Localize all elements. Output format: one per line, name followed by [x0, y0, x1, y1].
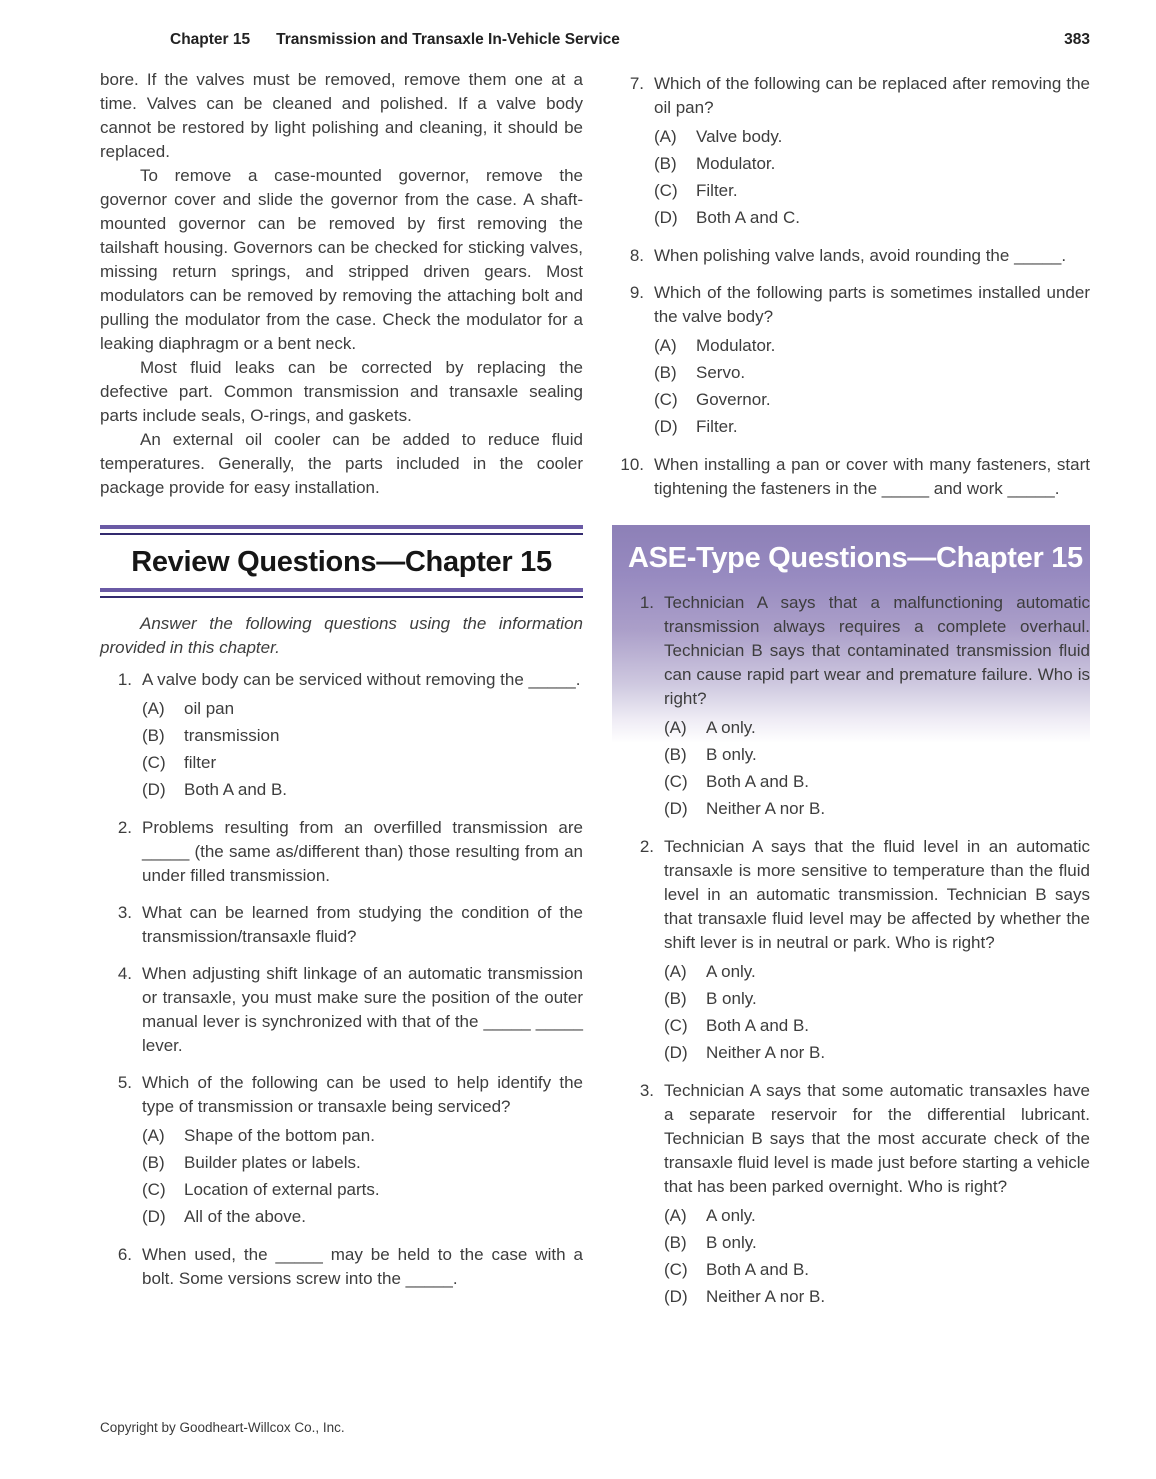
answer-option [664, 741, 1090, 768]
option-text: Neither A nor B. [706, 1043, 826, 1062]
option-label: (A) [142, 699, 165, 718]
answer-option [664, 795, 1090, 822]
body-paragraphs [100, 68, 583, 500]
question [612, 244, 1090, 268]
option-label: (B) [142, 1153, 165, 1172]
option-text: Both A and B. [706, 1016, 810, 1035]
option-label: (D) [654, 417, 678, 436]
answer-option [664, 958, 1090, 985]
question-number: 4. [117, 964, 132, 983]
question-text: When polishing valve lands, avoid rounding the _____. [654, 246, 1067, 265]
question-text: Problems resulting from an overfilled transmission are _____ (the same as/different than) those resulting from an under filled transmission. [142, 818, 583, 885]
answer-option [664, 1039, 1090, 1066]
option-label: (A) [142, 1126, 165, 1145]
question-body [654, 72, 1090, 231]
option-label: (B) [654, 363, 677, 382]
left-column [100, 68, 583, 1304]
option-text: All of the above. [184, 1207, 306, 1226]
option-text: Both A and B. [706, 1260, 810, 1279]
answer-option [664, 1256, 1090, 1283]
question [100, 901, 583, 949]
option-text: Servo. [696, 363, 746, 382]
question-number: 9. [629, 283, 644, 302]
page-number: 383 [1064, 31, 1090, 48]
question [100, 1243, 583, 1291]
question-body [654, 453, 1090, 501]
question-number: 2. [117, 818, 132, 837]
question [612, 281, 1090, 440]
answer-options [142, 1122, 583, 1230]
chapter-label: Chapter 15 [170, 31, 251, 48]
question-number: 1. [117, 670, 132, 689]
answer-options [142, 695, 583, 803]
answer-option [654, 204, 1090, 231]
option-text: transmission [184, 726, 280, 745]
question-number: 8. [629, 246, 644, 265]
right-column [612, 68, 1090, 1323]
copyright-notice: Copyright by Goodheart-Willcox Co., Inc. [100, 1420, 345, 1435]
answer-option [142, 695, 583, 722]
question [100, 1071, 583, 1230]
option-label: (D) [142, 1207, 166, 1226]
option-text: Shape of the bottom pan. [184, 1126, 375, 1145]
answer-option [664, 985, 1090, 1012]
question-body [664, 1079, 1090, 1310]
option-label: (C) [142, 1180, 166, 1199]
option-label: (D) [142, 780, 166, 799]
answer-option [654, 177, 1090, 204]
option-label: (B) [142, 726, 165, 745]
question-body [142, 1243, 583, 1291]
answer-option [664, 1012, 1090, 1039]
option-label: (B) [664, 1233, 687, 1252]
option-text: B only. [706, 989, 757, 1008]
option-text: Modulator. [696, 336, 776, 355]
option-label: (C) [142, 753, 166, 772]
question-body [654, 244, 1090, 268]
question-text: Which of the following parts is sometimes installed under the valve body? [654, 283, 1090, 326]
question-number: 2. [639, 837, 654, 856]
option-text: Location of external parts. [184, 1180, 380, 1199]
option-label: (A) [664, 962, 687, 981]
question-text: When used, the _____ may be held to the case with a bolt. Some versions screw into the _____. [142, 1245, 583, 1288]
question-body [142, 1071, 583, 1230]
question-body [142, 962, 583, 1058]
answer-option [142, 722, 583, 749]
decorative-rule-thin [100, 596, 583, 598]
question-body [142, 668, 583, 803]
question-number: 10. [620, 455, 644, 474]
question-text: A valve body can be serviced without removing the _____. [142, 670, 581, 689]
option-label: (D) [654, 208, 678, 227]
option-text: Governor. [696, 390, 771, 409]
question [100, 962, 583, 1058]
answer-option [654, 359, 1090, 386]
question-number: 3. [117, 903, 132, 922]
answer-option [664, 1229, 1090, 1256]
answer-option [142, 776, 583, 803]
option-text: filter [184, 753, 217, 772]
answer-options [654, 123, 1090, 231]
answer-options [654, 332, 1090, 440]
question [612, 72, 1090, 231]
question-text: When installing a pan or cover with many fasteners, start tightening the fasteners in the _____ and work _____. [654, 455, 1090, 498]
option-text: Builder plates or labels. [184, 1153, 361, 1172]
answer-options [664, 958, 1090, 1066]
option-label: (D) [664, 799, 688, 818]
question-body [664, 591, 1090, 822]
question [612, 835, 1090, 1066]
option-text: oil pan [184, 699, 235, 718]
option-text: A only. [706, 962, 756, 981]
answer-option [664, 714, 1090, 741]
question [612, 591, 1090, 822]
option-label: (D) [664, 1043, 688, 1062]
answer-option [654, 386, 1090, 413]
option-label: (A) [664, 1206, 687, 1225]
review-intro: Answer the following questions using the information provided in this chapter. [100, 614, 583, 657]
answer-option [664, 1202, 1090, 1229]
decorative-rule-thin [100, 533, 583, 535]
answer-option [142, 749, 583, 776]
review-questions-7-10 [612, 72, 1090, 501]
question [612, 1079, 1090, 1310]
ase-questions-panel [612, 525, 1090, 1310]
option-label: (C) [654, 390, 678, 409]
answer-option [654, 150, 1090, 177]
option-label: (B) [664, 989, 687, 1008]
review-questions-heading-block [100, 525, 583, 598]
answer-options [664, 714, 1090, 822]
option-label: (C) [664, 1260, 688, 1279]
option-text: A only. [706, 718, 756, 737]
body-paragraph: To remove a case-mounted governor, remove the governor cover and slide the governor from the case. A shaft-mounted governor can be removed by first removing the tailshaft housing. Governors can be checked for sticking valves, missing return springs, and stripped driven gears. Most modulators can be removed by removing the attaching bolt and pulling the modulator from the case. Check the modulator for a leaking diaphragm or a bent neck. [100, 166, 583, 353]
answer-option [664, 768, 1090, 795]
chapter-title: Transmission and Transaxle In-Vehicle Service [276, 31, 620, 48]
option-text: B only. [706, 745, 757, 764]
answer-option [654, 413, 1090, 440]
question-text: When adjusting shift linkage of an automatic transmission or transaxle, you must make sure the position of the outer manual lever is synchronized with that of the _____ _____ lever. [142, 964, 583, 1055]
question-body [142, 901, 583, 949]
option-text: A only. [706, 1206, 756, 1225]
answer-option [654, 123, 1090, 150]
answer-option [142, 1149, 583, 1176]
option-text: Both A and C. [696, 208, 800, 227]
question-number: 5. [117, 1073, 132, 1092]
option-text: Both A and B. [184, 780, 288, 799]
option-text: Valve body. [696, 127, 783, 146]
option-text: Neither A nor B. [706, 1287, 826, 1306]
body-paragraph: Most fluid leaks can be corrected by replacing the defective part. Common transmission and transaxle sealing parts include seals, O-rings, and gaskets. [100, 358, 583, 425]
option-text: Filter. [696, 417, 738, 436]
option-label: (A) [664, 718, 687, 737]
answer-option [142, 1203, 583, 1230]
ase-questions-list [612, 591, 1090, 1310]
option-text: Modulator. [696, 154, 776, 173]
question-number: 7. [629, 74, 644, 93]
option-label: (A) [654, 336, 677, 355]
question-number: 6. [117, 1245, 132, 1264]
question-body [142, 816, 583, 888]
answer-options [664, 1202, 1090, 1310]
question [100, 816, 583, 888]
body-paragraph: An external oil cooler can be added to reduce fluid temperatures. Generally, the parts included in the cooler package provide for easy installation. [100, 430, 583, 497]
option-label: (C) [664, 772, 688, 791]
review-questions-title: Review Questions—Chapter 15 [131, 546, 552, 578]
answer-option [654, 332, 1090, 359]
option-label: (D) [664, 1287, 688, 1306]
question [612, 453, 1090, 501]
question-text: Which of the following can be used to help identify the type of transmission or transaxle being serviced? [142, 1073, 583, 1116]
question [100, 668, 583, 803]
question-text: Technician A says that a malfunctioning automatic transmission always requires a complete overhaul. Technician B says that contaminated transmission fluid can cause rapid part wear and premature failure. Who is right? [664, 593, 1090, 708]
answer-option [142, 1122, 583, 1149]
question-text: Which of the following can be replaced after removing the oil pan? [654, 74, 1090, 117]
answer-option [664, 1283, 1090, 1310]
question-text: Technician A says that the fluid level in an automatic transaxle is more sensitive to temperature than the fluid level in an automatic transmission. Technician B says that transaxle fluid level may be affected by whether the shift lever is in neutral or park. Who is right? [664, 837, 1090, 952]
question-text: Technician A says that some automatic transaxles have a separate reservoir for the differential lubricant. Technician B says that the most accurate check of the transaxle fluid level is made just before starting a vehicle that has been parked overnight. Who is right? [664, 1081, 1090, 1196]
question-body [654, 281, 1090, 440]
question-body [664, 835, 1090, 1066]
question-text: What can be learned from studying the condition of the transmission/transaxle fluid? [142, 903, 583, 946]
question-number: 1. [639, 593, 654, 612]
option-text: B only. [706, 1233, 757, 1252]
running-header [170, 31, 1090, 49]
option-label: (C) [664, 1016, 688, 1035]
option-text: Neither A nor B. [706, 799, 826, 818]
option-label: (B) [664, 745, 687, 764]
option-label: (A) [654, 127, 677, 146]
ase-questions-title: ASE-Type Questions—Chapter 15 [628, 542, 1083, 574]
body-paragraph: bore. If the valves must be removed, remove them one at a time. Valves can be cleaned and polished. If a valve body cannot be restored by light polishing and cleaning, it should be replaced. [100, 70, 583, 161]
option-label: (B) [654, 154, 677, 173]
question-number: 3. [639, 1081, 654, 1100]
review-questions-1-6 [100, 668, 583, 1291]
option-text: Filter. [696, 181, 738, 200]
option-label: (C) [654, 181, 678, 200]
answer-option [142, 1176, 583, 1203]
option-text: Both A and B. [706, 772, 810, 791]
